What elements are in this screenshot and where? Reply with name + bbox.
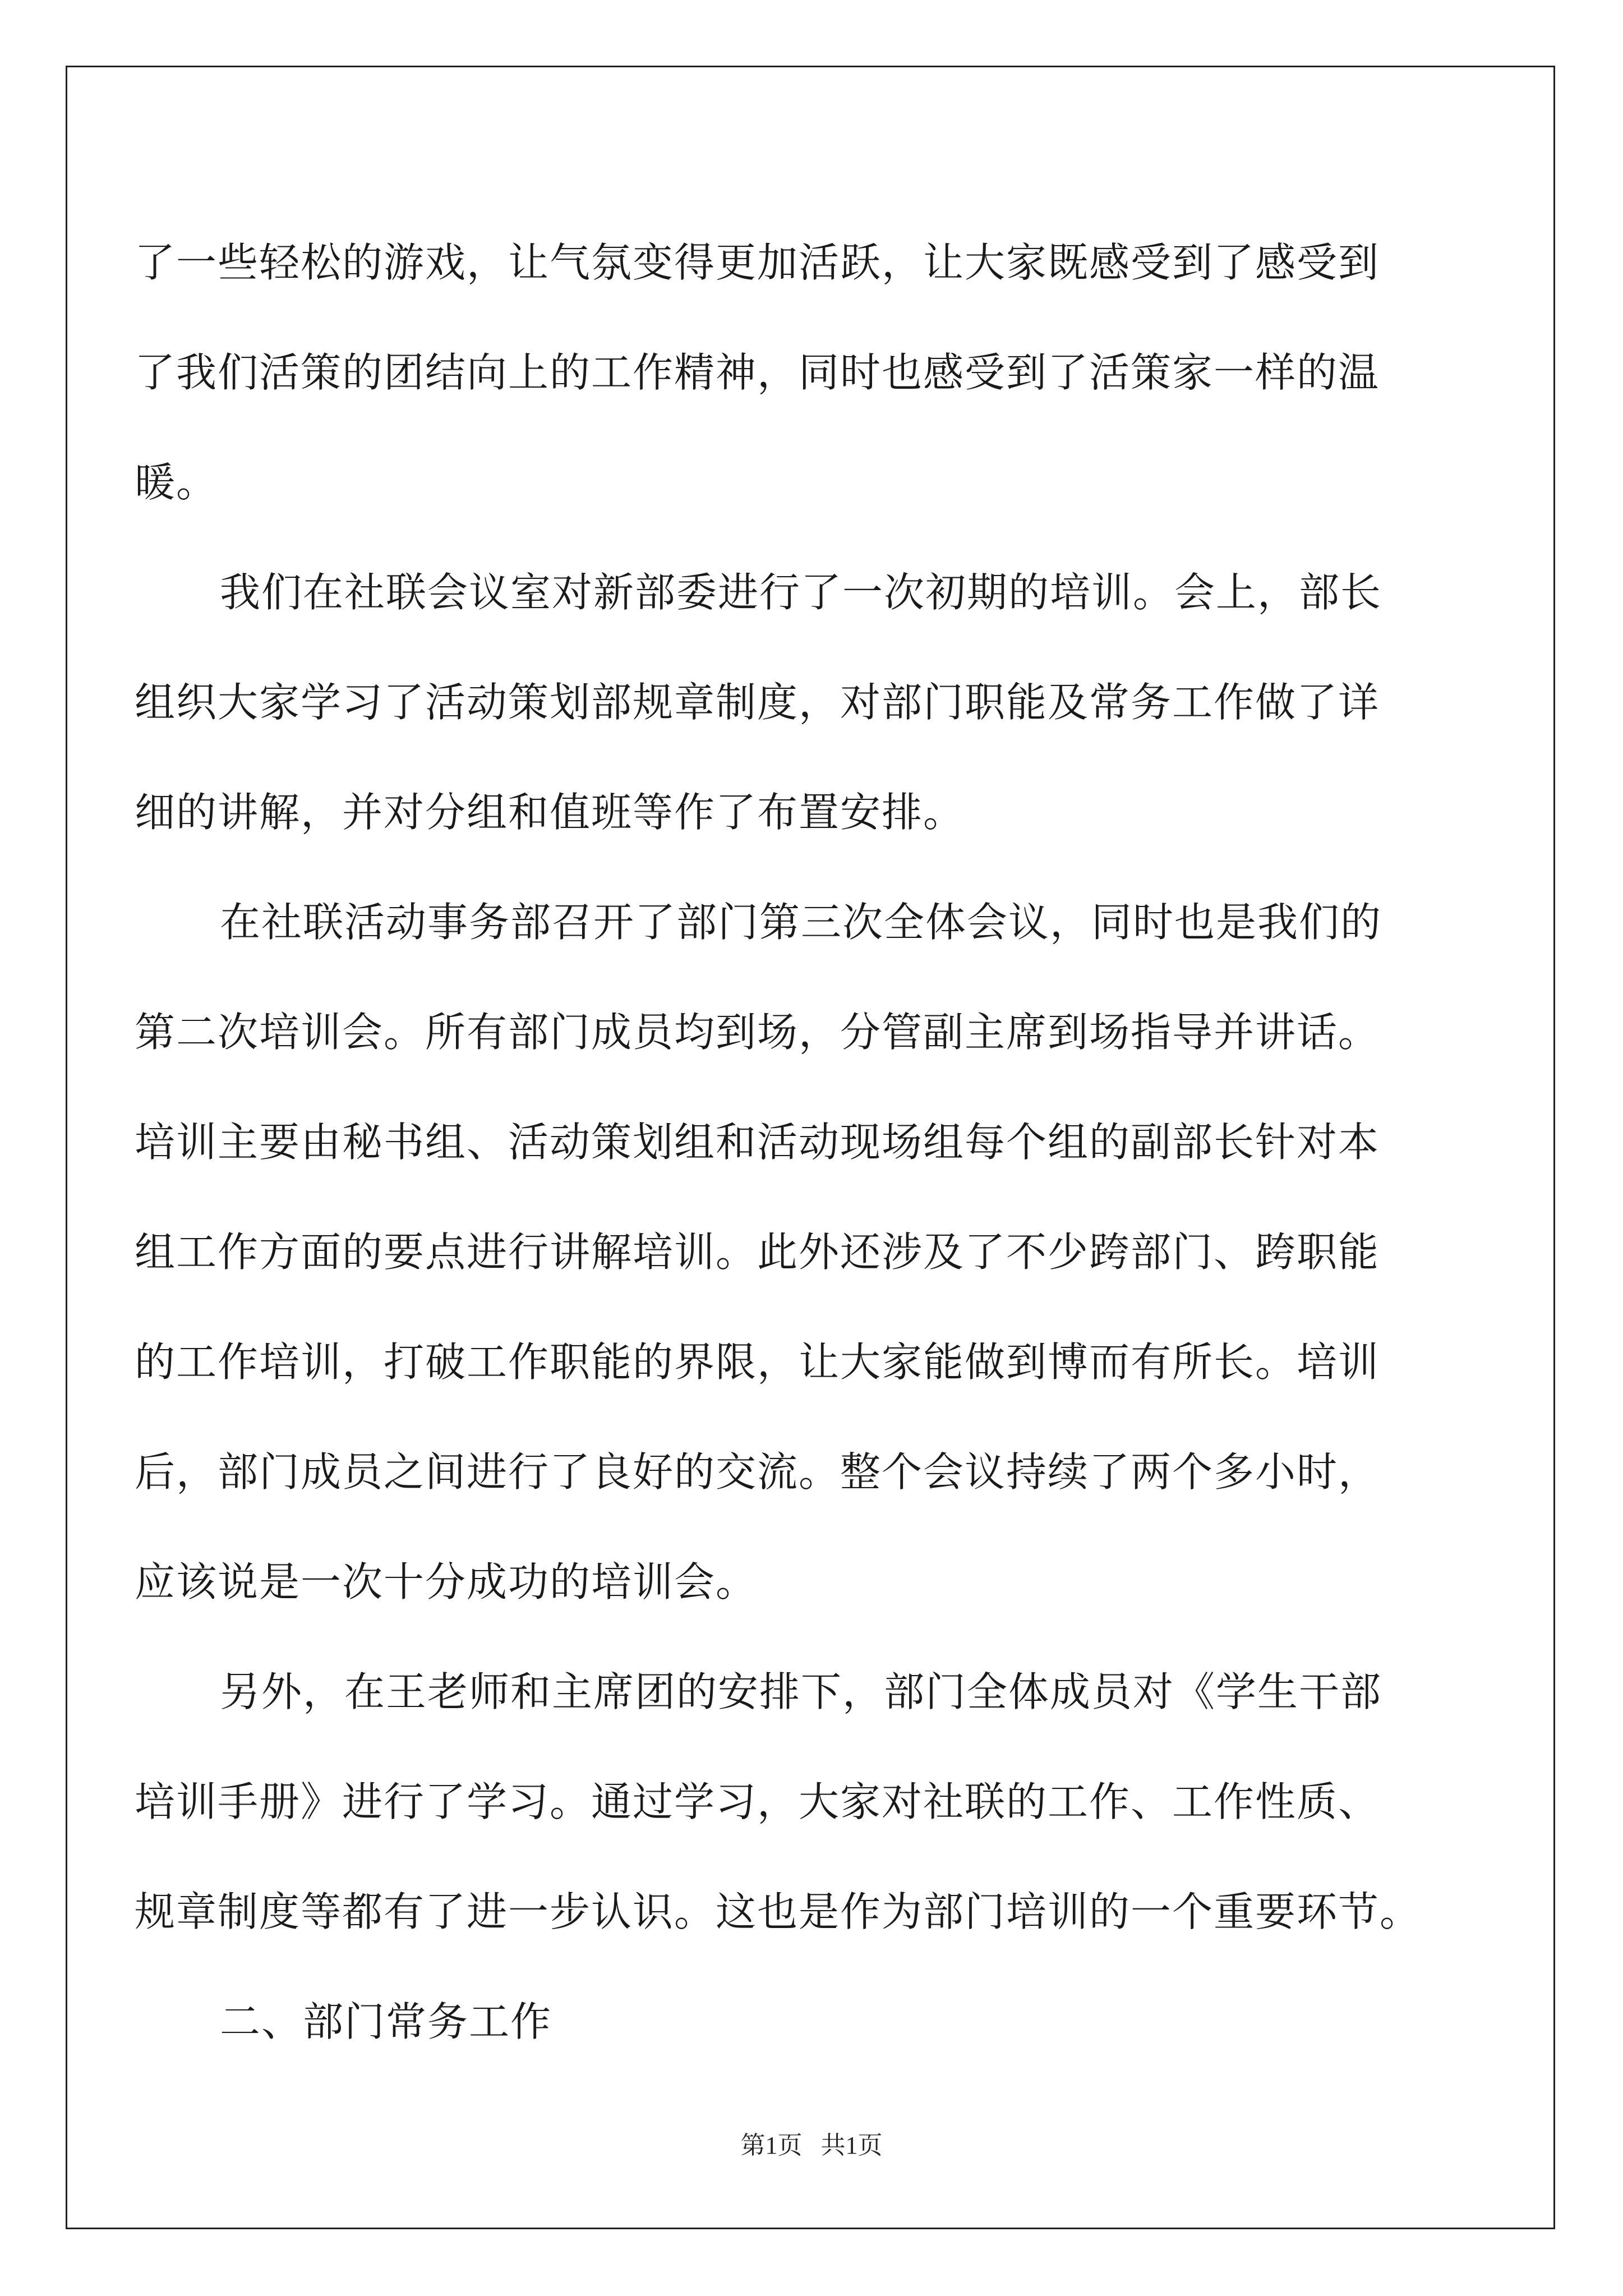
text-line: 培训手册》进行了学习。通过学习，大家对社联的工作、工作性质、 [135,1778,1380,1825]
text-line: 组工作方面的要点进行讲解培训。此外还涉及了不少跨部门、跨职能 [135,1228,1380,1276]
text-line: 后，部门成员之间进行了良好的交流。整个会议持续了两个多小时， [135,1448,1380,1496]
text-line: 二、部门常务工作 [220,1998,552,2045]
text-line: 我们在社联会议室对新部委进行了一次初期的培训。会上，部长 [220,569,1382,616]
document-body [135,208,1427,2077]
text-line: 另外，在王老师和主席团的安排下，部门全体成员对《学生干部 [220,1668,1382,1715]
text-line: 在社联活动事务部召开了部门第三次全体会议，同时也是我们的 [220,899,1382,946]
text-line: 培训主要由秘书组、活动策划组和活动现场组每个组的副部长针对本 [135,1119,1380,1166]
text-line: 了一些轻松的游戏，让气氛变得更加活跃，让大家既感受到了感受到 [135,239,1380,286]
text-line: 了我们活策的团结向上的工作精神，同时也感受到了活策家一样的温 [135,349,1380,396]
text-line: 应该说是一次十分成功的培训会。 [135,1558,758,1605]
text-line: 的工作培训，打破工作职能的界限，让大家能做到博而有所长。培训 [135,1338,1380,1386]
page-footer: 第1页 共1页 [740,2132,883,2159]
text-line: 规章制度等都有了进一步认识。这也是作为部门培训的一个重要环节。 [135,1888,1422,1935]
text-line: 组织大家学习了活动策划部规章制度，对部门职能及常务工作做了详 [135,679,1380,726]
text-line: 细的讲解，并对分组和值班等作了布置安排。 [135,789,965,836]
text-line: 暖。 [135,459,218,506]
text-line: 第二次培训会。所有部门成员均到场，分管副主席到场指导并讲话。 [135,1009,1380,1056]
